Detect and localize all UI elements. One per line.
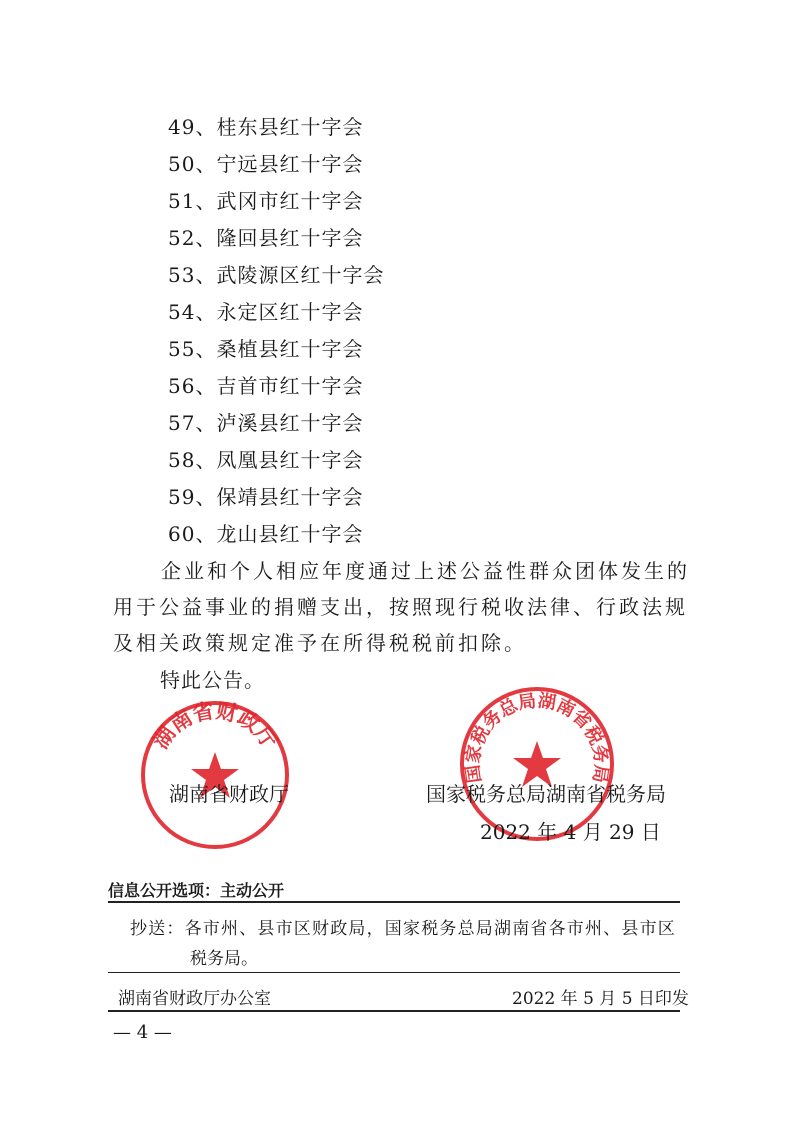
divider — [108, 901, 680, 903]
signature-date: 2022 年 4 月 29 日 — [480, 820, 661, 844]
cc-recipients: 抄送：各市州、县市区财政局，国家税务总局湖南省各市州、县市区 — [130, 919, 676, 939]
finance-department-seal — [140, 700, 290, 850]
issuing-office: 湖南省财政厅办公室 — [118, 989, 271, 1009]
list-item: 51、武冈市红十字会 — [168, 189, 364, 213]
disclosure-option: 信息公开选项：主动公开 — [108, 881, 285, 900]
body-paragraph — [113, 553, 698, 661]
list-item: 55、桑植县红十字会 — [168, 337, 364, 361]
list-item: 58、凤凰县红十字会 — [168, 448, 364, 472]
list-item: 49、桂东县红十字会 — [168, 115, 364, 139]
list-item: 52、隆回县红十字会 — [168, 226, 364, 250]
divider — [108, 1010, 680, 1012]
list-item: 60、龙山县红十字会 — [168, 522, 364, 546]
seal-lettering: 湖南省财政厅 — [148, 698, 282, 754]
signatory-finance-department: 湖南省财政厅 — [169, 782, 289, 806]
seal-lettering: 国家税务总局湖南省税务局 — [462, 690, 612, 785]
signatory-tax-bureau: 国家税务总局湖南省税务局 — [426, 782, 666, 806]
body-paragraph-text: 企业和个人相应年度通过上述公益性群众团体发生的用于公益事业的捐赠支出，按照现行税收法律、行政法规及相关政策规定准予在所得税税前扣除。 — [113, 559, 690, 655]
list-item: 50、宁远县红十字会 — [168, 152, 364, 176]
divider — [108, 972, 680, 973]
list-item: 54、永定区红十字会 — [168, 300, 364, 324]
list-item: 59、保靖县红十字会 — [168, 485, 364, 509]
organization-list — [168, 112, 384, 556]
list-item: 57、泸溪县红十字会 — [168, 411, 364, 435]
cc-recipients-continued: 税务局。 — [190, 949, 258, 969]
print-date: 2022 年 5 月 5 日印发 — [512, 989, 689, 1009]
page-number: — 4 — — [113, 1022, 172, 1043]
list-item: 53、武陵源区红十字会 — [168, 263, 385, 287]
list-item: 56、吉首市红十字会 — [168, 374, 364, 398]
announcement-closing: 特此公告。 — [160, 668, 265, 692]
